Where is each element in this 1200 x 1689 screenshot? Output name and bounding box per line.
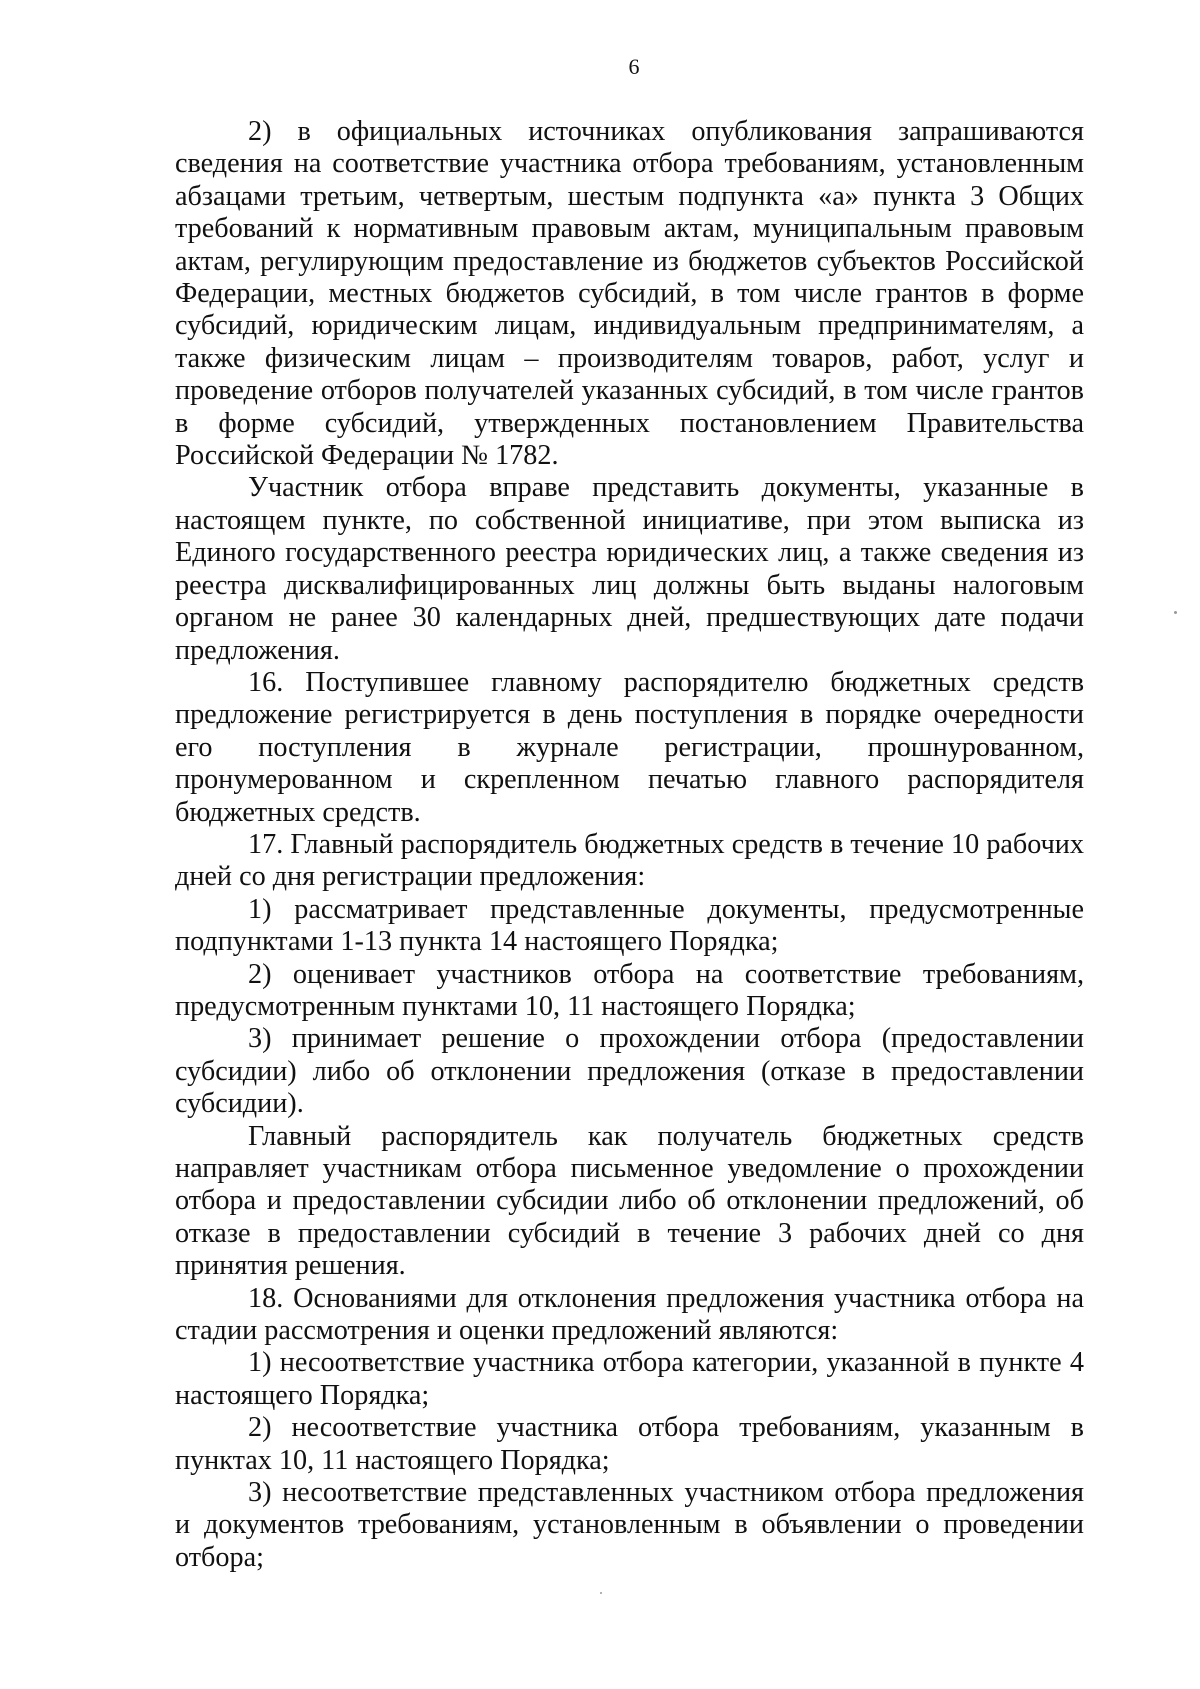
page-number: 6 (628, 54, 640, 79)
paragraph-17-2-evaluate: 2) оценивает участников отбора на соответствие требованиям, предусмотренным пунктами 10, 11 настоящего Порядка; (175, 958, 1084, 1022)
paragraph-16-registration: 16. Поступившее главному распорядителю бюджетных средств предложение регистрируется в день поступления в порядке очередности его поступления в журнале регистрации, прошнурованном, пронумерованном и скрепленном печатью главного распорядителя бюджетных средств. (175, 666, 1084, 828)
paragraph-notification: Главный распорядитель как получатель бюджетных средств направляет участникам отбора письменное уведомление о прохождении отбора и предоставлении субсидии либо об отклонении предложений, об отказе в предоставлении субсидий в течение 3 рабочих дней со дня принятия решения. (175, 1120, 1084, 1282)
paragraph-18-3-documents: 3) несоответствие представленных участником отбора предложения и документов требованиям, установленным в объявлении о проведении отбора; (175, 1477, 1084, 1573)
paragraph-18-1-category: 1) несоответствие участника отбора категории, указанной в пункте 4 настоящего Порядка; (175, 1347, 1084, 1411)
paragraph-17-1-consider-documents: 1) рассматривает представленные документы, предусмотренные подпунктами 1-13 пункта 14 настоящего Порядка; (175, 893, 1084, 958)
paragraph-2-official-sources: 2) в официальных источниках опубликования запрашиваются сведения на соответствие участника отбора требованиям, установленным абзацами третьим, четвертым, шестым подпункта «а» пункта 3 Общих требований к нормативным правовым актам, муниципальным правовым актам, регулирующим предоставление из бюджетов субъектов Российской Федерации, местных бюджетов субсидий, в том числе грантов в форме субсидий, юридическим лицам, индивидуальным предпринимателям, а также физическим лицам – производителям товаров, работ, услуг и проведение отборов получателей указанных субсидий, в том числе грантов в форме субсидий, утвержденных постановлением Правительства Российской Федерации № 1782. (175, 116, 1084, 472)
scan-speck (1174, 611, 1177, 614)
paragraph-18-grounds: 18. Основаниями для отклонения предложения участника отбора на стадии рассмотрения и оценки предложений являются: (175, 1282, 1084, 1347)
scan-speck (600, 1592, 602, 1594)
paragraph-18-2-requirements: 2) несоответствие участника отбора требованиям, указанным в пунктах 10, 11 настоящего Порядка; (175, 1412, 1084, 1476)
document-body (175, 116, 1084, 1574)
paragraph-participant-rights: Участник отбора вправе представить документы, указанные в настоящем пункте, по собственной инициативе, при этом выписка из Единого государственного реестра юридических лиц, а также сведения из реестра дисквалифицированных лиц должны быть выданы налоговым органом не ранее 30 календарных дней, предшествующих дате подачи предложения. (175, 472, 1084, 666)
paragraph-17-3-decision: 3) принимает решение о прохождении отбора (предоставлении субсидии) либо об отклонении предложения (отказе в предоставлении субсидии). (175, 1023, 1084, 1120)
paragraph-17-review: 17. Главный распорядитель бюджетных средств в течение 10 рабочих дней со дня регистрации предложения: (175, 828, 1084, 893)
